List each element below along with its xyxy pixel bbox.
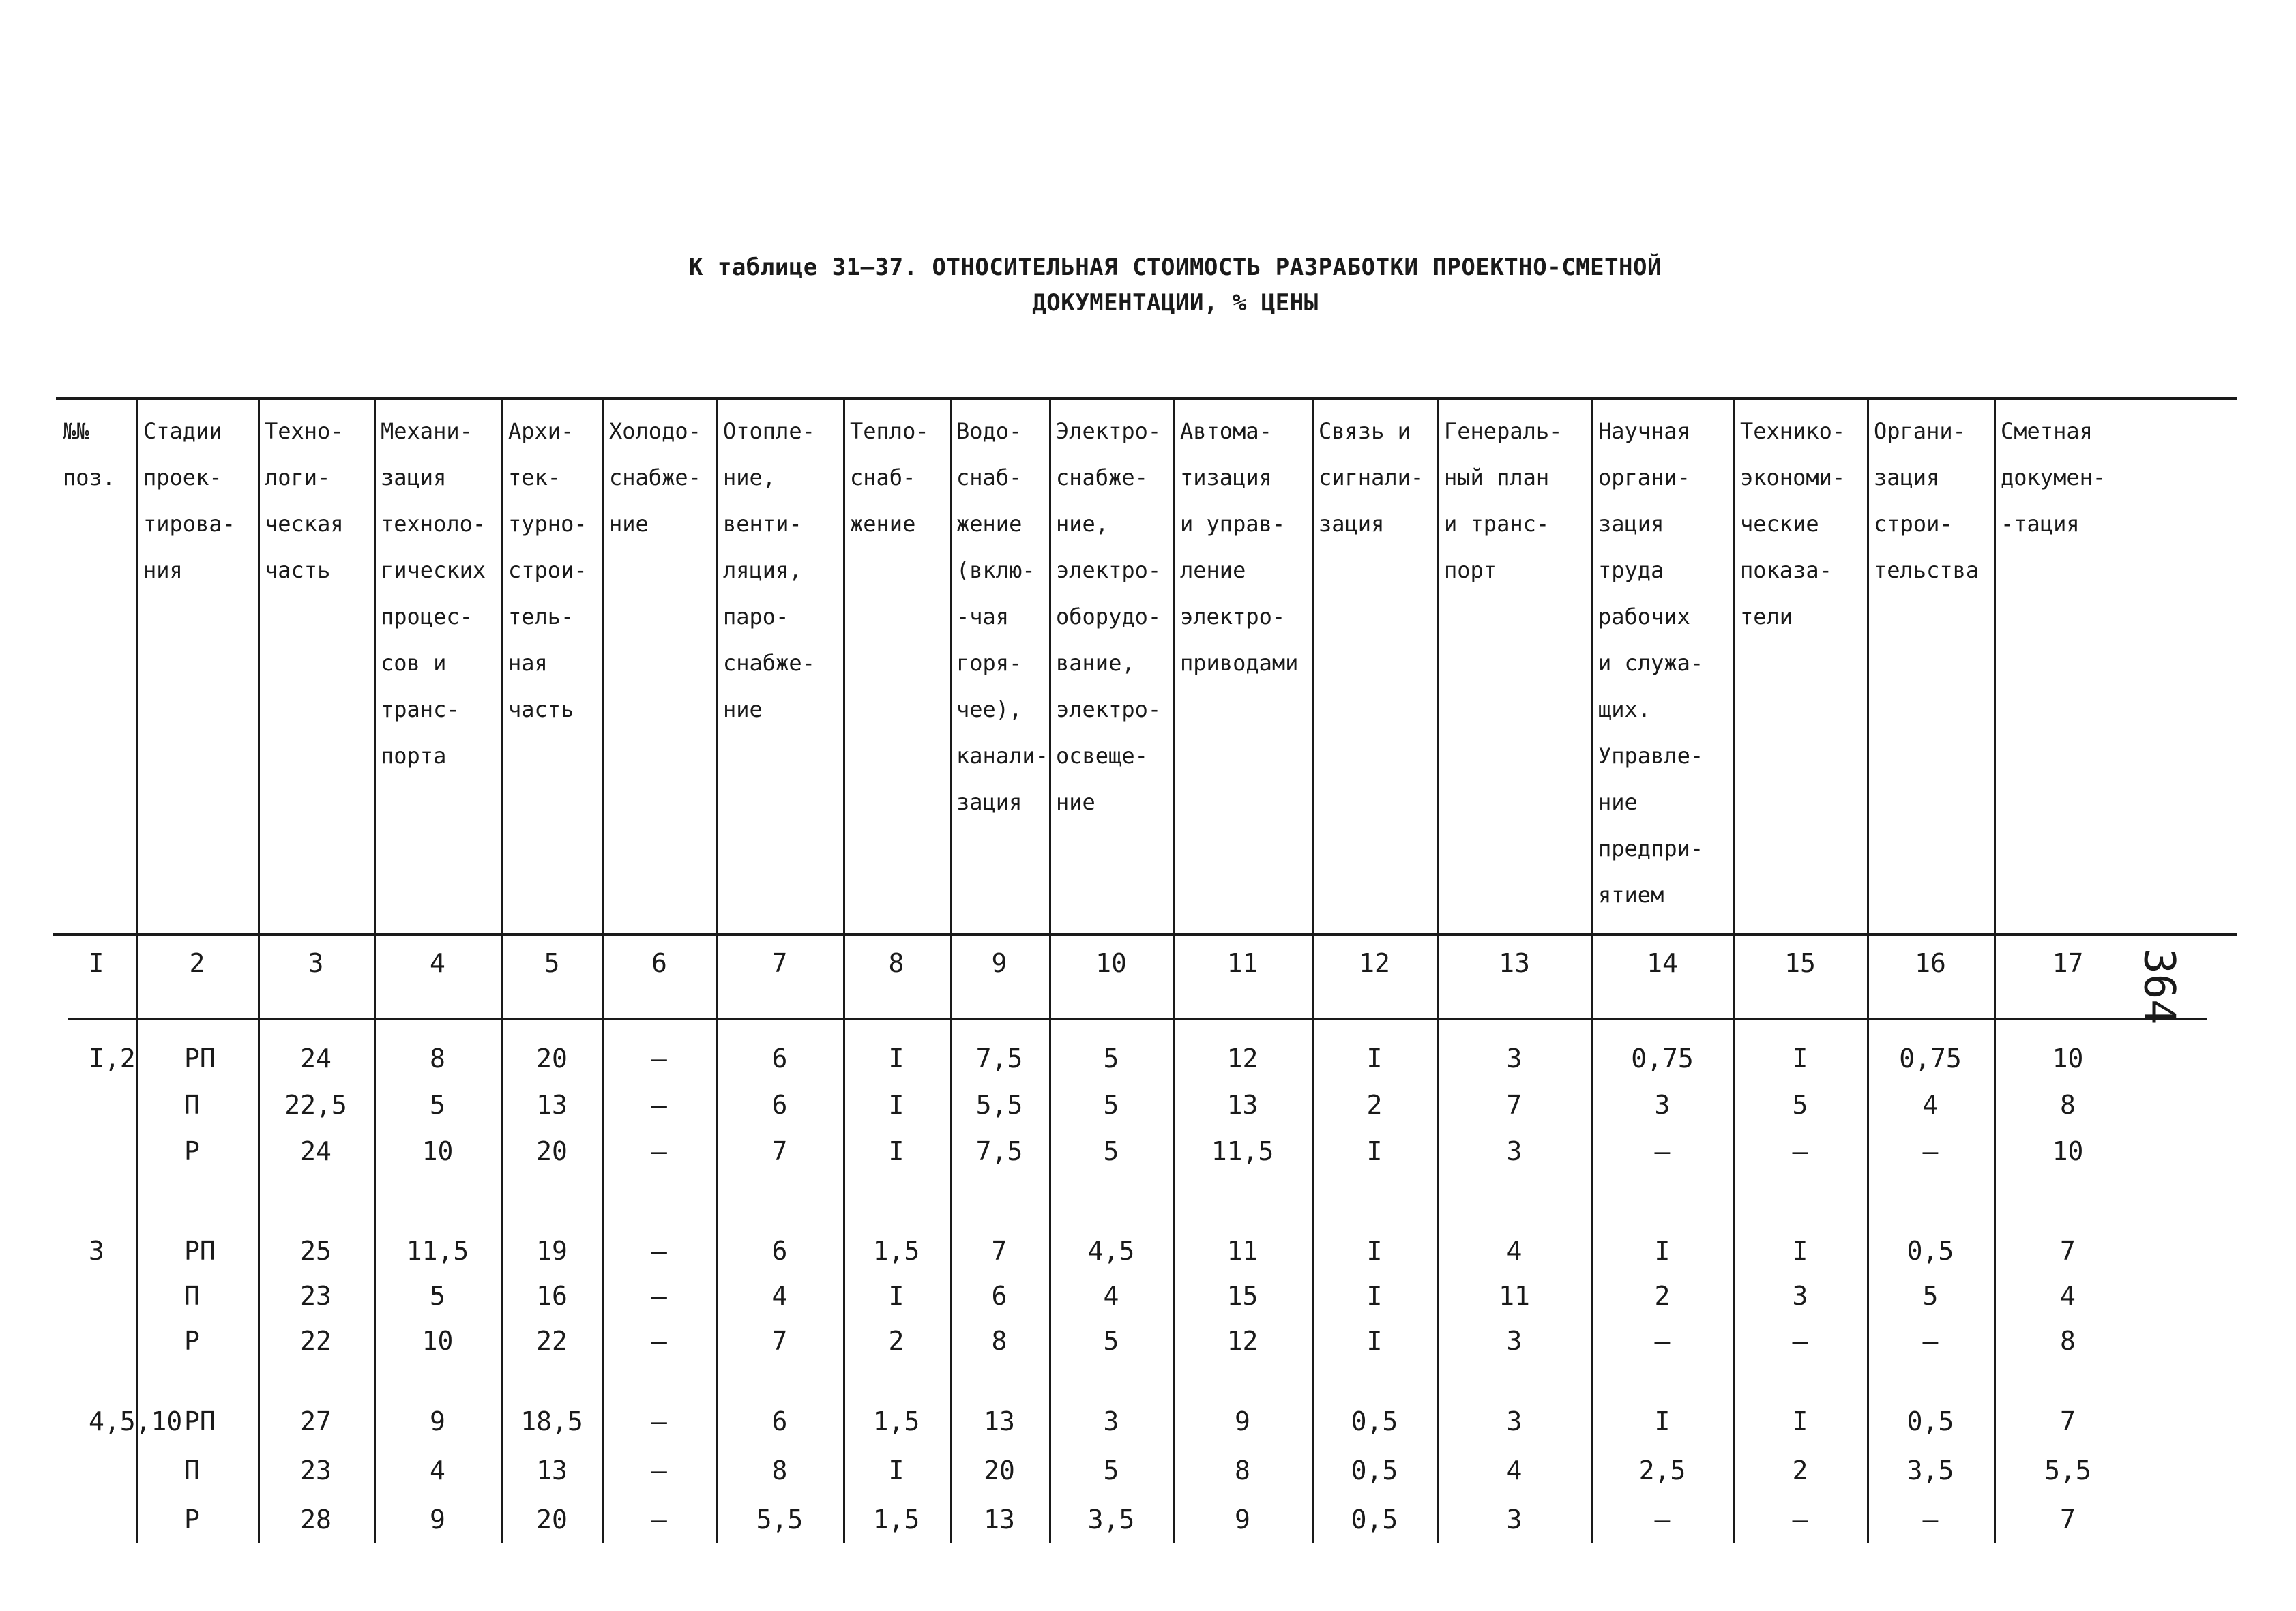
table-cell: 4 <box>1506 1455 1522 1486</box>
column-header-line: зация <box>1598 511 1664 537</box>
column-header-line: ние <box>1598 789 1638 815</box>
column-number: 12 <box>1359 948 1390 978</box>
table-cell: 3 <box>1506 1136 1522 1166</box>
table-cell: I <box>1654 1236 1671 1266</box>
column-header-line: ная <box>508 650 548 676</box>
table-cell: 3 <box>1506 1326 1522 1356</box>
column-header-line: снаб- <box>956 464 1022 490</box>
column-header-line: ние <box>609 511 649 537</box>
table-cell: 28 <box>300 1505 332 1535</box>
table-cell: I <box>1654 1406 1671 1436</box>
column-header-line: освеще- <box>1056 743 1148 769</box>
column-header <box>1995 408 2143 547</box>
table-cell: 7 <box>771 1326 788 1356</box>
column-number: 14 <box>1647 948 1678 978</box>
column-header-line: ляция, <box>723 557 802 583</box>
column-header-line: Генераль- <box>1444 418 1563 444</box>
column-header <box>503 408 604 733</box>
column-header-line: тирова- <box>143 511 235 537</box>
column-header-line: чее), <box>956 696 1022 722</box>
column-header-line: зация <box>381 464 447 490</box>
table-cell: 16 <box>536 1281 568 1311</box>
column-number: 10 <box>1095 948 1127 978</box>
table-cell: 13 <box>984 1505 1015 1535</box>
table-cell: 8 <box>2060 1090 2076 1120</box>
table-cell: I <box>1366 1281 1383 1311</box>
table-cell: – <box>651 1136 667 1166</box>
table-cell: 1,5 <box>872 1406 920 1436</box>
column-header-line: электро- <box>1056 696 1162 722</box>
table-cell: 3 <box>1506 1044 1522 1074</box>
table-cell: – <box>1922 1136 1939 1166</box>
column-header-line: порта <box>381 743 447 769</box>
column-header-line: зация <box>1874 464 1940 490</box>
column-header-line: рабочих <box>1598 604 1690 630</box>
table-cell: – <box>651 1236 667 1266</box>
stage-label: Р <box>184 1505 200 1535</box>
column-header-line: Управле- <box>1598 743 1704 769</box>
column-header-line: часть <box>508 696 574 722</box>
table-cell: 2 <box>1654 1281 1671 1311</box>
table-cell: 3,5 <box>1907 1455 1954 1486</box>
column-header-line: ление <box>1180 557 1246 583</box>
table-cell: 5 <box>430 1090 445 1120</box>
column-header-line: показа- <box>1740 557 1832 583</box>
table-cell: 8 <box>771 1455 788 1486</box>
table-cell: 27 <box>300 1406 332 1436</box>
column-header-line: снабже- <box>723 650 815 676</box>
table-cell: 13 <box>984 1406 1015 1436</box>
table-cell: 22 <box>536 1326 568 1356</box>
column-number: 17 <box>2052 948 2084 978</box>
table-cell: I <box>888 1281 904 1311</box>
table-cell: 5 <box>1103 1326 1119 1356</box>
table-cell: I <box>1366 1136 1383 1166</box>
table-cell: 5,5 <box>756 1505 804 1535</box>
column-header-line: ние, <box>723 464 776 490</box>
column-header-line: органи- <box>1598 464 1690 490</box>
table-cell: 5,5 <box>975 1090 1023 1120</box>
column-number: 7 <box>771 948 788 978</box>
table-cell: 6 <box>991 1281 1007 1311</box>
table-cell: – <box>651 1044 667 1074</box>
column-header-line: жение <box>850 511 916 537</box>
column-number: 13 <box>1499 948 1530 978</box>
table-cell: – <box>1792 1505 1808 1535</box>
stage-label: РП <box>184 1044 216 1074</box>
table-cell: 5 <box>1792 1090 1808 1120</box>
column-header-line: порт <box>1444 557 1497 583</box>
column-header-line: техноло- <box>381 511 486 537</box>
column-number: 16 <box>1915 948 1946 978</box>
table-cell: 7 <box>991 1236 1007 1266</box>
column-header-line: Тепло- <box>850 418 929 444</box>
table-cell: I <box>1792 1044 1808 1074</box>
column-number: 6 <box>651 948 667 978</box>
column-header-line: ный план <box>1444 464 1550 490</box>
column-header-line: Технико- <box>1740 418 1846 444</box>
column-header-line: Сметная <box>2001 418 2093 444</box>
table-cell: 20 <box>536 1505 568 1535</box>
column-header-line: венти- <box>723 511 802 537</box>
column-header-line: тели <box>1740 604 1793 630</box>
table-cell: I <box>1366 1326 1383 1356</box>
column-header-line: снаб- <box>850 464 916 490</box>
table-cell: 20 <box>984 1455 1015 1486</box>
table-cell: 1,5 <box>872 1236 920 1266</box>
table-cell: – <box>1654 1136 1671 1166</box>
column-header-line: транс- <box>381 696 460 722</box>
table-cell: – <box>651 1281 667 1311</box>
table-cell: – <box>1922 1326 1939 1356</box>
table-cell: 5 <box>1922 1281 1939 1311</box>
table-cell: – <box>651 1326 667 1356</box>
column-header-line: зация <box>956 789 1022 815</box>
column-header-line: предпри- <box>1598 836 1704 861</box>
table-cell: 15 <box>1226 1281 1259 1311</box>
column-header-line: гических <box>381 557 486 583</box>
table-cell: 23 <box>300 1281 332 1311</box>
table-cell: 4 <box>771 1281 788 1311</box>
table-cell: 0,75 <box>1899 1044 1962 1074</box>
column-header-line: жение <box>956 511 1022 537</box>
column-header-line: электро- <box>1180 604 1286 630</box>
column-header-line: тизация <box>1180 464 1272 490</box>
table-cell: 4 <box>1103 1281 1119 1311</box>
table-cell: 12 <box>1226 1326 1259 1356</box>
column-number: 11 <box>1226 948 1259 978</box>
table-cell: 13 <box>536 1090 568 1120</box>
table-cell: 8 <box>991 1326 1007 1356</box>
table-cell: 3 <box>1792 1281 1808 1311</box>
table-cell: – <box>1654 1326 1671 1356</box>
stage-label: Р <box>184 1326 200 1356</box>
column-header-line: сигнали- <box>1319 464 1424 490</box>
column-header-line: поз. <box>63 464 116 490</box>
table-cell: 8 <box>2060 1326 2076 1356</box>
table-cell: 0,5 <box>1351 1455 1398 1486</box>
table-cell: 7 <box>771 1136 788 1166</box>
column-header <box>259 408 375 593</box>
table-cell: 22 <box>300 1326 332 1356</box>
column-number: 15 <box>1784 948 1816 978</box>
column-header-line: Холодо- <box>609 418 701 444</box>
table-cell: 9 <box>1235 1505 1250 1535</box>
column-header-line: и транс- <box>1444 511 1550 537</box>
column-header-line: ческая <box>265 511 344 537</box>
table-cell: 3,5 <box>1087 1505 1135 1535</box>
column-header <box>1593 408 1735 918</box>
table-cell: 0,5 <box>1907 1236 1954 1266</box>
column-header-line: часть <box>265 557 331 583</box>
table-cell: 7 <box>1506 1090 1522 1120</box>
column-header <box>1313 408 1439 547</box>
column-header <box>604 408 718 547</box>
table-cell: 9 <box>1235 1406 1250 1436</box>
table-cell: I <box>888 1090 904 1120</box>
column-header <box>1439 408 1593 593</box>
table-cell: 11 <box>1226 1236 1259 1266</box>
table-cell: 0,5 <box>1907 1406 1954 1436</box>
column-header-line: тельства <box>1874 557 1979 583</box>
table-cell: 7 <box>2060 1236 2076 1266</box>
stage-label: П <box>184 1090 200 1120</box>
table-cell: I <box>888 1455 904 1486</box>
column-header-line: процес- <box>381 604 473 630</box>
column-number: 5 <box>544 948 560 978</box>
table-cell: 3 <box>1506 1505 1522 1535</box>
table-cell: 10 <box>2052 1044 2084 1074</box>
table-cell: 13 <box>1226 1090 1259 1120</box>
column-header-line: Техно- <box>265 418 344 444</box>
column-header <box>844 408 951 547</box>
table-cell: 4 <box>1506 1236 1522 1266</box>
column-number: 8 <box>888 948 904 978</box>
stage-label: РП <box>184 1236 216 1266</box>
table-cell: 20 <box>536 1044 568 1074</box>
table-cell: 11 <box>1499 1281 1530 1311</box>
position-number: 3 <box>89 1236 104 1266</box>
column-header-line: щих. <box>1598 696 1651 722</box>
table-cell: 13 <box>536 1455 568 1486</box>
table-cell: 5 <box>1103 1044 1119 1074</box>
column-header <box>718 408 844 733</box>
column-header-line: Научная <box>1598 418 1690 444</box>
title-line-2: ДОКУМЕНТАЦИИ, % ЦЕНЫ <box>1032 289 1319 316</box>
column-header-line: Отопле- <box>723 418 815 444</box>
table-cell: 7 <box>2060 1406 2076 1436</box>
table-cell: 3 <box>1654 1090 1671 1120</box>
table-cell: 6 <box>771 1044 788 1074</box>
table-cell: 2 <box>1792 1455 1808 1486</box>
column-header-line: паро- <box>723 604 789 630</box>
table-cell: I <box>1792 1236 1808 1266</box>
table-top-rule <box>56 397 2237 400</box>
table-cell: 0,75 <box>1631 1044 1694 1074</box>
column-header <box>1735 408 1868 640</box>
column-number: 4 <box>430 948 445 978</box>
column-number: 2 <box>189 948 205 978</box>
table-cell: 6 <box>771 1090 788 1120</box>
column-header-line: и служа- <box>1598 650 1704 676</box>
table-cell: I <box>888 1136 904 1166</box>
table-cell: 19 <box>536 1236 568 1266</box>
table-cell: – <box>1792 1136 1808 1166</box>
table-cell: 18,5 <box>520 1406 583 1436</box>
table-cell: 2 <box>1366 1090 1383 1120</box>
table-cell: – <box>651 1455 667 1486</box>
column-header-line: Органи- <box>1874 418 1966 444</box>
table-cell: 4 <box>430 1455 445 1486</box>
table-cell: 5 <box>1103 1090 1119 1120</box>
column-header-line: Водо- <box>956 418 1022 444</box>
column-header-line: канали- <box>956 743 1048 769</box>
column-header-line: электро- <box>1056 557 1162 583</box>
column-header-line: тель- <box>508 604 574 630</box>
header-bottom-rule <box>53 933 2237 936</box>
table-cell: 22,5 <box>284 1090 347 1120</box>
stage-label: Р <box>184 1136 200 1166</box>
table-cell: – <box>651 1406 667 1436</box>
table-cell: 6 <box>771 1236 788 1266</box>
column-header-line: (вклю- <box>956 557 1035 583</box>
column-header-line: -чая <box>956 604 1010 630</box>
column-header-line: тек- <box>508 464 561 490</box>
column-header-line: вание, <box>1056 650 1135 676</box>
table-cell: – <box>1654 1505 1671 1535</box>
column-header-line: Стадии <box>143 418 222 444</box>
table-cell: 7,5 <box>975 1136 1023 1166</box>
column-header-line: -тация <box>2001 511 2080 537</box>
column-header-line: строи- <box>1874 511 1953 537</box>
column-header-line: ческие <box>1740 511 1819 537</box>
table-cell: 7,5 <box>975 1044 1023 1074</box>
column-header-line: снабже- <box>1056 464 1148 490</box>
table-cell: 0,5 <box>1351 1505 1398 1535</box>
table-cell: 7 <box>2060 1505 2076 1535</box>
column-header-line: и управ- <box>1180 511 1286 537</box>
column-header-line: докумен- <box>2001 464 2106 490</box>
column-header-line: ние <box>1056 789 1095 815</box>
column-header-line: турно- <box>508 511 587 537</box>
column-header <box>57 408 138 501</box>
table-cell: 2 <box>888 1326 904 1356</box>
table-cell: 10 <box>2052 1136 2084 1166</box>
table-cell: 12 <box>1226 1044 1259 1074</box>
column-header <box>951 408 1050 825</box>
column-header-line: снабже- <box>609 464 701 490</box>
column-header <box>1175 408 1313 686</box>
table-cell: 9 <box>430 1406 445 1436</box>
column-header-line: Механи- <box>381 418 473 444</box>
column-header-line: горя- <box>956 650 1022 676</box>
table-cell: 3 <box>1506 1406 1522 1436</box>
column-header-line: Связь и <box>1319 418 1411 444</box>
table-cell: 8 <box>430 1044 445 1074</box>
page-number: 364 <box>2134 948 2185 1025</box>
table-cell: 20 <box>536 1136 568 1166</box>
table-cell: 5 <box>430 1281 445 1311</box>
column-header-line: ния <box>143 557 183 583</box>
table-cell: 4 <box>2060 1281 2076 1311</box>
column-header-line: ние <box>723 696 763 722</box>
column-header <box>1868 408 1995 593</box>
column-header-line: Архи- <box>508 418 574 444</box>
table-cell: I <box>1366 1044 1383 1074</box>
stage-label: РП <box>184 1406 216 1436</box>
column-header-line: №№ <box>63 418 89 444</box>
stage-label: П <box>184 1455 200 1486</box>
table-cell: 23 <box>300 1455 332 1486</box>
column-header-line: ние, <box>1056 511 1109 537</box>
column-header <box>375 408 503 779</box>
column-number: 3 <box>308 948 324 978</box>
table-cell: 9 <box>430 1505 445 1535</box>
column-number: I <box>88 948 104 978</box>
table-cell: 10 <box>422 1326 454 1356</box>
column-header-line: логи- <box>265 464 331 490</box>
table-cell: – <box>1792 1326 1808 1356</box>
column-header-line: приводами <box>1180 650 1299 676</box>
column-header-line: оборудо- <box>1056 604 1162 630</box>
column-header-line: зация <box>1319 511 1385 537</box>
column-header <box>1050 408 1175 825</box>
column-header-line: Автома- <box>1180 418 1272 444</box>
title-line-1: К таблице 31–37. ОТНОСИТЕЛЬНАЯ СТОИМОСТЬ РАЗРАБОТКИ ПРОЕКТНО-СМЕТНОЙ <box>689 254 1662 281</box>
table-cell: 1,5 <box>872 1505 920 1535</box>
column-header-line: Электро- <box>1056 418 1162 444</box>
table-cell: 5 <box>1103 1136 1119 1166</box>
table-cell: 4,5 <box>1087 1236 1135 1266</box>
position-number: I,2 <box>89 1044 136 1074</box>
column-header-line: ятием <box>1598 882 1664 908</box>
table-cell: 4 <box>1922 1090 1939 1120</box>
position-number: 4,5,10 <box>89 1406 183 1436</box>
table-cell: 6 <box>771 1406 788 1436</box>
table-cell: 11,5 <box>1211 1136 1274 1166</box>
table-cell: 5,5 <box>2044 1455 2091 1486</box>
column-header-line: проек- <box>143 464 222 490</box>
column-header <box>138 408 259 593</box>
table-cell: 5 <box>1103 1455 1119 1486</box>
column-header-line: сов и <box>381 650 447 676</box>
stage-label: П <box>184 1281 200 1311</box>
table-cell: – <box>1922 1505 1939 1535</box>
table-cell: 25 <box>300 1236 332 1266</box>
table-cell: 24 <box>300 1136 332 1166</box>
table-cell: 3 <box>1103 1406 1119 1436</box>
column-header-line: строи- <box>508 557 587 583</box>
column-header-line: труда <box>1598 557 1664 583</box>
table-cell: I <box>888 1044 904 1074</box>
table-cell: I <box>1792 1406 1808 1436</box>
table-cell: 2,5 <box>1638 1455 1686 1486</box>
table-cell: 24 <box>300 1044 332 1074</box>
table-cell: – <box>651 1090 667 1120</box>
table-cell: 8 <box>1235 1455 1250 1486</box>
table-cell: 0,5 <box>1351 1406 1398 1436</box>
table-cell: 11,5 <box>406 1236 469 1266</box>
table-cell: I <box>1366 1236 1383 1266</box>
column-header-line: экономи- <box>1740 464 1846 490</box>
table-cell: 10 <box>422 1136 454 1166</box>
table-cell: – <box>651 1505 667 1535</box>
column-numbers-rule <box>68 1018 2207 1020</box>
column-number: 9 <box>991 948 1007 978</box>
